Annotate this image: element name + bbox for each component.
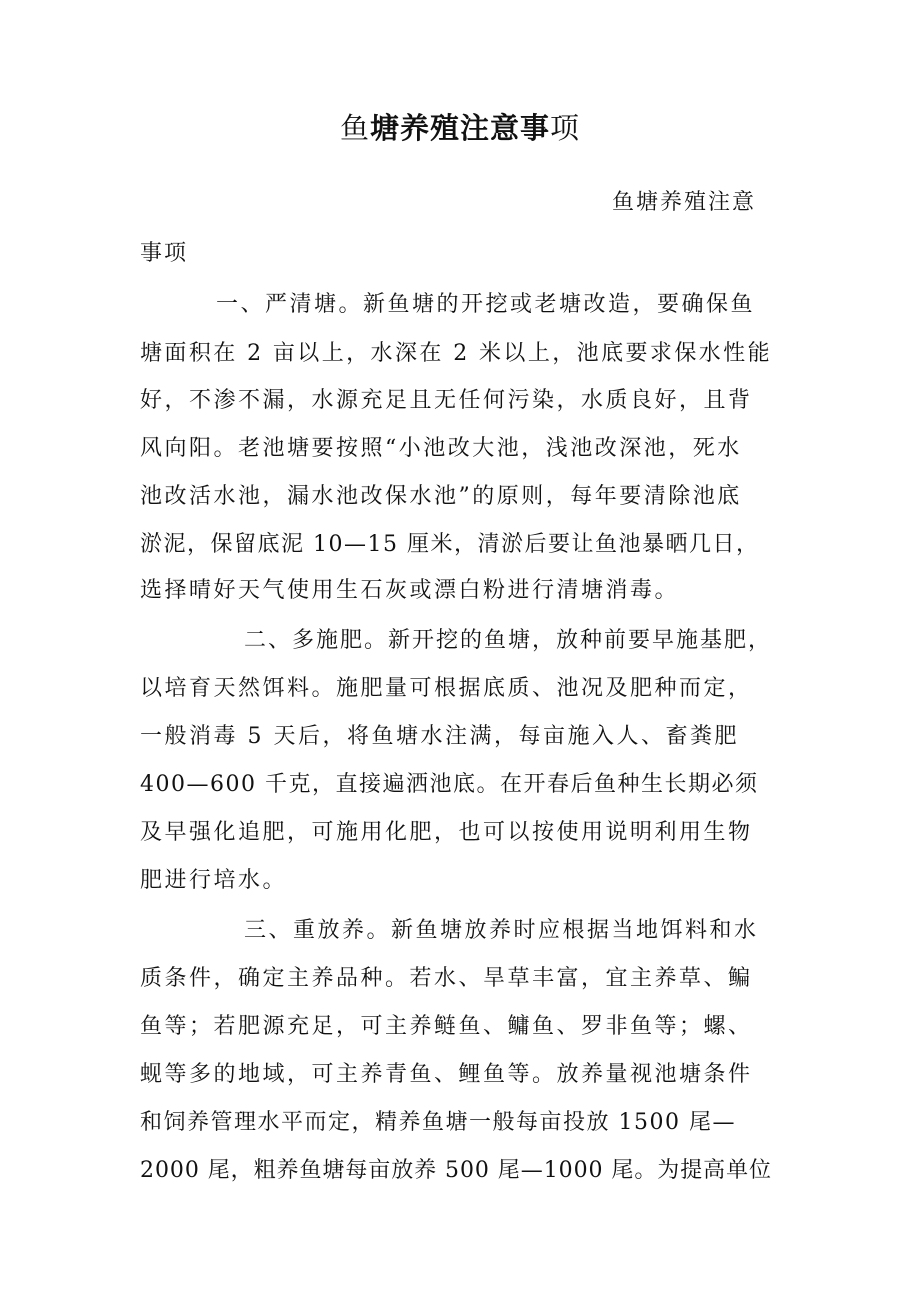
section2-line-6: 肥进行培水。 [140, 868, 288, 893]
section2-line-2: 以培育天然饵料。施肥量可根据底质、池况及肥种而定， [140, 676, 753, 701]
section3-line-1: 三、重放养。新鱼塘放养时应根据当地饵料和水 [244, 918, 759, 943]
section3-line-2: 质条件，确定主养品种。若水、旱草丰富，宜主养草、鳊 [140, 966, 753, 991]
section1-line-5: 池改活水池，漏水池改保水池”的原则，每年要清除池底 [140, 484, 742, 509]
title-part-2: 塘养殖注意事 [369, 111, 550, 145]
subtitle-line-2: 事项 [140, 241, 189, 266]
section1-line-3: 好，不渗不漏，水源充足且无任何污染，水质良好，且背 [140, 388, 753, 413]
section1-line-1: 一、严清塘。新鱼塘的开挖或老塘改造，要确保鱼 [216, 292, 756, 317]
section1-line-2: 塘面积在 2 亩以上，水深在 2 米以上，池底要求保水性能 [140, 341, 772, 366]
document-title [0, 108, 920, 148]
title-part-1: 鱼 [339, 111, 370, 145]
section3-line-3: 鱼等；若肥源充足，可主养鲢鱼、鳙鱼、罗非鱼等；螺、 [140, 1014, 753, 1039]
title-part-3: 项 [550, 111, 581, 145]
section1-line-4: 风向阳。老池塘要按照“小池改大池，浅池改深池，死水 [140, 436, 742, 461]
section1-line-6: 淤泥，保留底泥 10—15 厘米，清淤后要让鱼池暴晒几日， [140, 532, 760, 557]
section3-line-6: 2000 尾，粗养鱼塘每亩放养 500 尾—1000 尾。为提高单位 [140, 1158, 772, 1183]
section2-line-5: 及早强化追肥，可施用化肥，也可以按使用说明利用生物 [140, 820, 753, 845]
subtitle-line-1: 鱼塘养殖注意 [611, 190, 756, 215]
section2-line-3: 一般消毒 5 天后，将鱼塘水注满，每亩施入人、畜粪肥 [140, 724, 739, 749]
section1-line-7: 选择晴好天气使用生石灰或漂白粉进行清塘消毒。 [140, 578, 680, 603]
section3-line-4: 蚬等多的地域，可主养青鱼、鲤鱼等。放养量视池塘条件 [140, 1062, 753, 1087]
section2-line-4: 400—600 千克，直接遍洒池底。在开春后鱼种生长期必须 [140, 772, 759, 797]
section2-line-1: 二、多施肥。新开挖的鱼塘，放种前要早施基肥， [244, 628, 772, 653]
section3-line-5: 和饲养管理水平而定，精养鱼塘一般每亩投放 1500 尾— [140, 1110, 736, 1135]
